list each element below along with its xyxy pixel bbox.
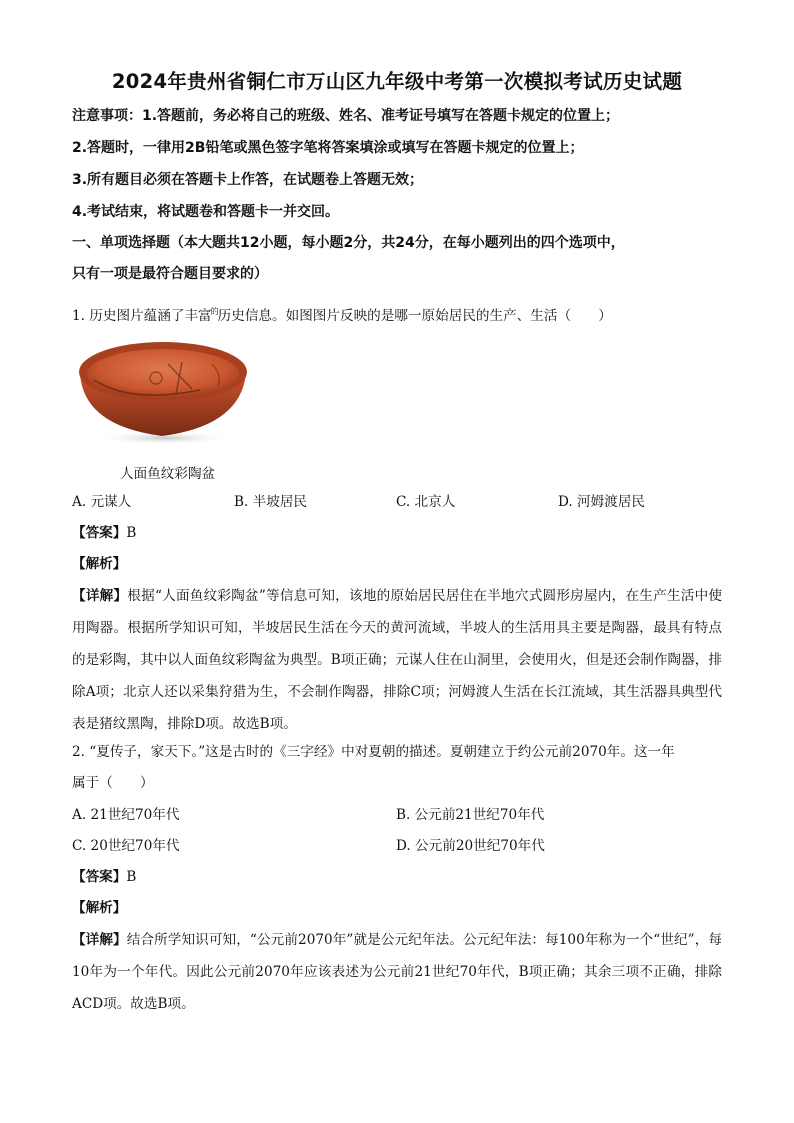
q2-option-b: B. 公元前21世纪70年代 xyxy=(396,807,545,823)
section-heading-line-2: 只有一项是最符合题目要求的） xyxy=(72,266,268,282)
q2-option-c: C. 20世纪70年代 xyxy=(72,838,180,854)
q2-detail xyxy=(72,924,722,1020)
q2-answer xyxy=(72,867,136,887)
q2-stem-line-2: 属于（ ） xyxy=(72,775,154,791)
q1-option-c: C. 北京人 xyxy=(396,494,456,510)
q1-stem-superscript: 的 xyxy=(210,307,219,316)
q2-detail-tag: 【详解】 xyxy=(72,932,127,948)
q1-detail xyxy=(72,580,722,740)
notes-line-2: 2.答题时，一律用2B铅笔或黑色签字笔将答案填涂或填写在答题卡规定的位置上； xyxy=(72,140,584,156)
q1-option-a: A. 元谋人 xyxy=(72,494,132,510)
q1-stem-part-a: 1. 历史图片蕴涵了丰富 xyxy=(72,308,212,324)
q2-stem-line-1: 2. “夏传子，家天下。”这是古时的《三字经》中对夏朝的描述。夏朝建立于约公元前2070年。这一年 xyxy=(72,744,675,760)
notes-line-3: 3.所有题目必须在答题卡上作答，在试题卷上答题无效； xyxy=(72,172,424,188)
q1-stem-part-b: 历史信息。如图图片反映的是哪一原始居民的生产、生活（ ） xyxy=(217,308,612,324)
q1-option-b: B. 半坡居民 xyxy=(234,494,308,510)
q2-analysis-tag xyxy=(72,898,126,918)
q1-analysis-tag xyxy=(72,554,126,574)
q1-detail-text: 根据“人面鱼纹彩陶盆”等信息可知，该地的原始居民居住在半地穴式圆形房屋内，在生产生活中使用陶器。根据所学知识可知，半坡居民生活在今天的黄河流域，半坡人的生活用具主要是陶器，最具有特点的是彩陶，其中以人面鱼纹彩陶盆为典型。B项正确；元谋人住在山洞里，会使用火，但是还会制作陶器，排除A项；北京人还以采集狩猎为生，不会制作陶器，排除C项；河姆渡人生活在长江流域，其生活器具典型代表是猪纹黑陶，排除D项。故选B项。 xyxy=(72,588,722,732)
q1-analysis-label: 【解析】 xyxy=(72,556,127,572)
q1-option-d: D. 河姆渡居民 xyxy=(558,494,646,510)
q1-stem xyxy=(72,302,612,326)
q2-option-d: D. 公元前20世纪70年代 xyxy=(396,838,545,854)
notes-line-1: 注意事项：1.答题前，务必将自己的班级、姓名、准考证号填写在答题卡规定的位置上； xyxy=(72,108,620,124)
section-heading-line-1: 一、单项选择题（本大题共12小题，每小题2分，共24分，在每小题列出的四个选项中， xyxy=(72,235,625,251)
q2-option-a: A. 21世纪70年代 xyxy=(72,807,180,823)
q1-detail-tag: 【详解】 xyxy=(72,588,128,604)
q2-detail-text: 结合所学知识可知，“公元前2070年”就是公元纪年法。公元纪年法：每100年称为一个“世纪”，每10年为一个年代。因此公元前2070年应该表述为公元前21世纪70年代，B项正确；其余三项不正确，排除ACD项。故选B项。 xyxy=(72,932,722,1012)
q1-answer xyxy=(72,523,136,543)
q1-answer-tag: 【答案】 xyxy=(72,525,127,541)
notes-line-4: 4.考试结束，将试题卷和答题卡一并交回。 xyxy=(72,204,340,220)
q2-answer-tag: 【答案】 xyxy=(72,869,127,885)
q1-answer-value: B xyxy=(126,525,137,541)
image-caption: 人面鱼纹彩陶盆 xyxy=(120,466,216,482)
q2-answer-value: B xyxy=(126,869,137,885)
painted-pottery-basin-image xyxy=(72,334,252,446)
page-title: 2024年贵州省铜仁市万山区九年级中考第一次模拟考试历史试题 xyxy=(111,70,683,93)
q2-analysis-label: 【解析】 xyxy=(72,900,127,916)
